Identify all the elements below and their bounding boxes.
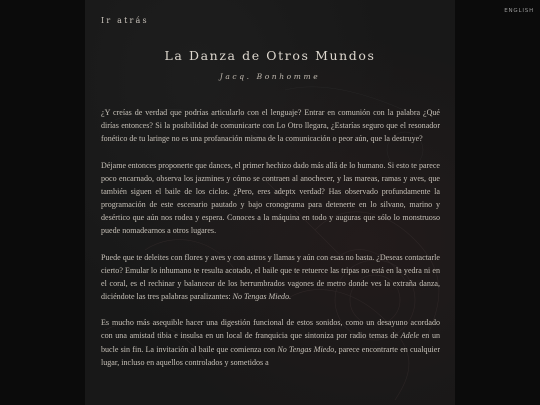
back-link[interactable]: Ir atrás <box>101 16 149 25</box>
article-body <box>101 106 440 382</box>
paragraph-2: Déjame entonces proponerte que dances, el primer hechizo dado más allá de lo humano. Si esto te parece poco encarnado, observa los jazmines y cómo se contraen al anochecer, y las mareas, ramas y aves, que también siguen el baile de los ciclos. ¿Pero, eres adeptx verdad? Has observado profundamente la programación de este escenario pautado y bajo cronograma para detenerte en lo silvano, marino y desértico que aún nos rodea y espera. Conoces a la máquina en todo y auguras que sólo lo monstruoso puede nomadearnos a otros lugares. <box>101 160 440 236</box>
article-author: Jacq. Bonhomme <box>219 72 321 81</box>
emphasis-adele: Adele <box>400 331 420 341</box>
article-page <box>85 0 455 405</box>
emphasis-no-tengas-miedo: No Tengas Miedo. <box>232 291 292 301</box>
paragraph-4 <box>101 316 440 368</box>
language-toggle-link[interactable]: ENGLISH <box>504 8 534 14</box>
paragraph-4-text-c: , parece encontrarte en cualquier lugar, incluso en aquellos controlados y sometidos a <box>101 344 440 367</box>
paragraph-4-text-a: Es mucho más asequible hacer una digestión funcional de estos sonidos, como un desayuno acordado con una amistad tibia e insulsa en un local de franquicia que sintoniza por radio temas de <box>101 318 440 341</box>
paragraph-3 <box>101 251 440 303</box>
article-title: La Danza de Otros Mundos <box>164 48 376 63</box>
paragraph-1: ¿Y creías de verdad que podrías articularlo con el lenguaje? Entrar en comunión con la palabra ¿Qué dirías entonces? Si la posibilidad de comunicarte con Lo Otro llegara, ¿Estarías seguro que el resonador fonético de tu laringe no es una profanación misma de la comunicación o peor aún, que la destruye? <box>101 108 440 144</box>
emphasis-no-tengas-miedo-2: No Tengas Miedo <box>277 344 335 354</box>
paragraph-3-text: Puede que te deleites con flores y aves y con astros y llamas y aún con esas no basta. ¿Deseas contactarle cierto? Emular lo inhumano te resulta acotado, el baile que te retuerce las tripas no está en la yedra ni en el coral, es el rechinar y balancear de los herrumbrados vagones de metro donde ves la extraña danza, diciéndote las tres palabras paralizantes: <box>101 252 440 301</box>
paragraph-4-text-b: en un bucle sin fin. La invitación al baile que comienza con <box>101 331 441 354</box>
